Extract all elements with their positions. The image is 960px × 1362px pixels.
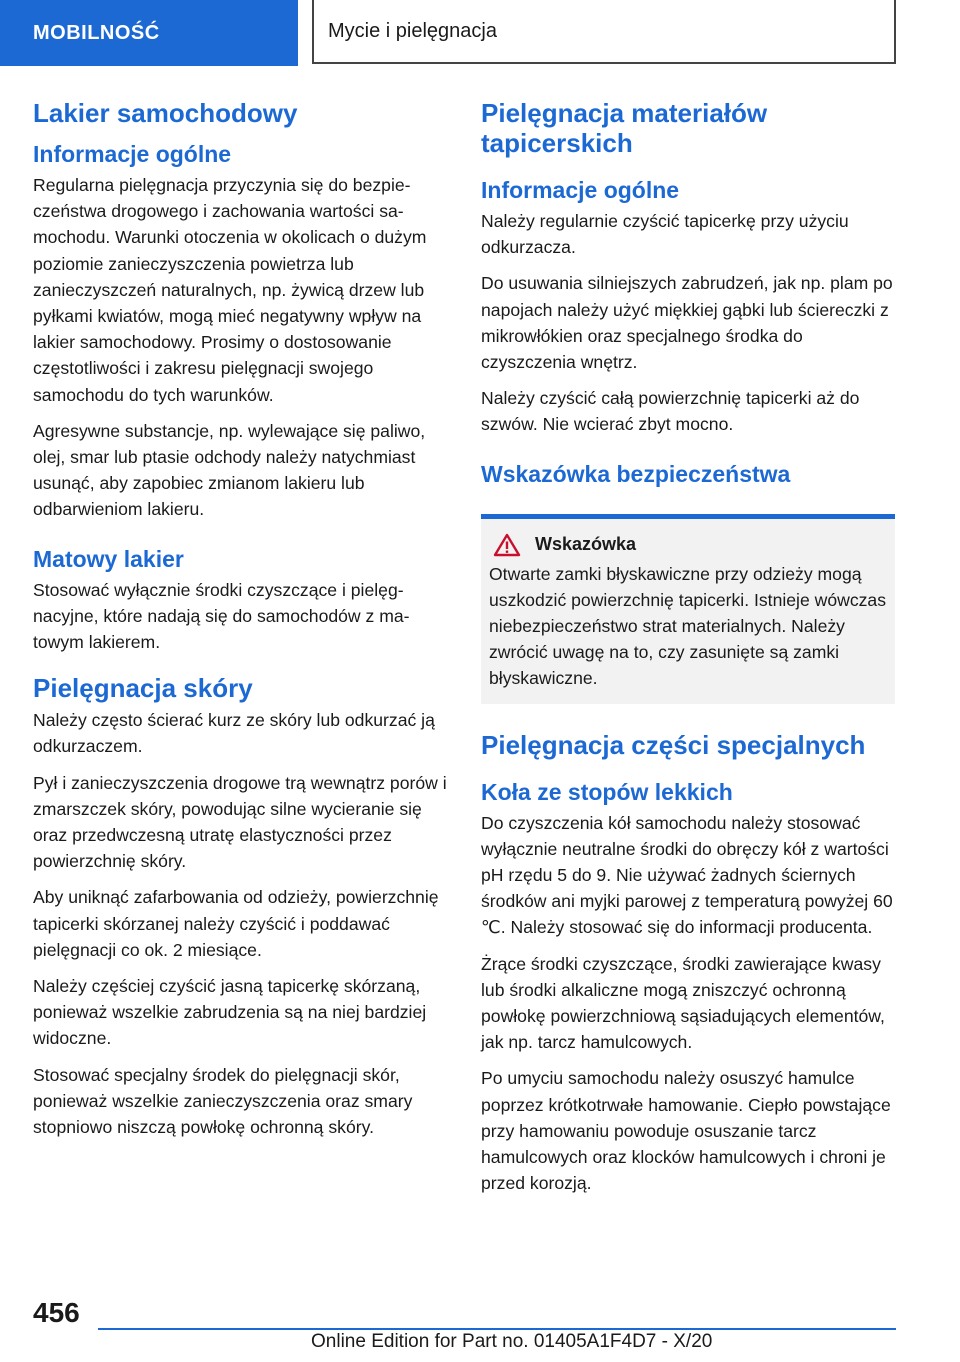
paragraph: Regularna pielęgnacja przyczynia się do bezpieczeństwa drogowego i zachowania wartości samochodu. Warunki otoczenia w okolicach o dużym poziomie zanieczyszczenia powietrza lub zanieczyszczeń naturalnych, np. żywicą drzew lub pyłkami kwiatów, mogą mieć negatywny wpływ na lakier samochodowy. Prosimy o dostosowanie częstotliwości i zakresu pielęgnacji swojego samochodu do tych warunków. — [33, 175, 427, 405]
paragraph: Stosować specjalny środek do pielęgnacji skór, ponieważ wszelkie zanieczyszczenia oraz smary stopniowo niszczą powłokę ochronną skóry. — [33, 1064, 413, 1138]
page-number: 456 — [33, 1297, 80, 1328]
left-column — [33, 98, 447, 1150]
paragraph: Należy częściej czyścić jasną tapicerkę skórzaną, ponieważ wszelkie zabrudzenia są na niej bardziej widoczne. — [33, 976, 427, 1049]
footer-divider — [98, 1328, 896, 1330]
subheading-general-info: Informacje ogólne — [33, 141, 232, 167]
heading-leather-care: Pielęgnacja skóry — [33, 673, 253, 704]
warning-header — [489, 533, 887, 557]
paragraph: Agresywne substancje, np. wylewające się paliwo, olej, smar lub ptasie odchody należy natychmiast usunąć, aby zapobiec zmianom lakieru lub odbarwieniom lakieru. — [33, 420, 426, 520]
paragraph: Do czyszczenia kół samochodu należy stosować wyłącznie neutralne środki do obręczy kół z wartości pH rzędu 5 do 9. Nie używać żadnych ściernych środków ani myjki parowej z temperaturą powyżej 60 ℃. Należy stosować się do informacji producenta. — [481, 812, 893, 938]
subheading-general-info: Informacje ogólne — [481, 177, 680, 203]
paragraph: Należy często ścierać kurz ze skóry lub odkurzać ją odkurzaczem. — [33, 710, 435, 757]
right-column — [481, 98, 895, 1206]
paragraph: Aby uniknąć zafarbowania od odzieży, powierzchnię tapicerki skórzanej należy czyścić i poddawać pielęgnacji co ok. 2 miesiące. — [33, 887, 439, 960]
warning-box — [481, 514, 895, 704]
paragraph: Żrące środki czyszczące, środki zawierające kwasy lub środki alkaliczne mogą zniszczyć ochronną powłokę powierzchniową sąsiadujących elementów, jak np. tarcz hamulcowych. — [481, 953, 885, 1053]
heading-paint: Lakier samochodowy — [33, 98, 298, 128]
warning-triangle-icon — [493, 533, 521, 557]
page-header — [0, 0, 960, 66]
heading-upholstery-care: Pielęgnacja materiałów tapicerskich — [481, 98, 768, 158]
subheading-safety-note: Wskazówka bezpieczeństwa — [481, 460, 791, 487]
paragraph: Pył i zanieczyszczenia drogowe trą wewnątrz porów i zmarszczek skóry, powodując silne wycieranie się oraz przedwczesną utratę elastyczności przez powierzchnię skóry. — [33, 772, 447, 872]
heading-special-parts: Pielęgnacja części specjalnych — [481, 729, 866, 760]
paragraph: Należy regularnie czyścić tapicerkę przy użyciu odkurzacza. — [481, 211, 849, 258]
subheading-alloy-wheels: Koła ze stopów lekkich — [481, 778, 733, 805]
footer-edition: Online Edition for Part no. 01405A1F4D7 - X/20 — [307, 1331, 716, 1353]
subheading-matte-paint: Matowy lakier — [33, 545, 184, 572]
paragraph: Stosować wyłącznie środki czyszczące i pielęgnacyjne, które nadają się do samochodów z matowym lakierem. — [33, 579, 410, 653]
paragraph: Do usuwania silniejszych zabrudzeń, jak np. plam po napojach należy użyć miękkiej gąbki lub ściereczki z mikrowłókien oraz specjalnego środka do czyszczenia wnętrz. — [481, 273, 893, 373]
section-tab: MOBILNOŚĆ — [0, 0, 298, 66]
paragraph: Należy czyścić całą powierzchnię tapicerki aż do szwów. Nie wcierać zbyt mocno. — [481, 388, 860, 435]
chapter-title: Mycie i pielęgnacja — [312, 0, 896, 64]
paragraph: Po umyciu samochodu należy osuszyć hamulce poprzez krótkotrwałe hamowanie. Ciepło powstające przy hamowaniu powoduje osuszanie tarcz hamulcowych oraz klocków hamulcowych i chroni je przed korozją. — [481, 1068, 891, 1194]
warning-text: Otwarte zamki błyskawiczne przy odzieży mogą uszkodzić powierzchnię tapicerki. Istnieje wówczas niebezpieczeństwo strat materialnych. Należy zwrócić uwagę na to, czy zasunięte są zamki błyskawiczne. — [489, 563, 887, 689]
warning-title: Wskazówka — [535, 534, 637, 555]
